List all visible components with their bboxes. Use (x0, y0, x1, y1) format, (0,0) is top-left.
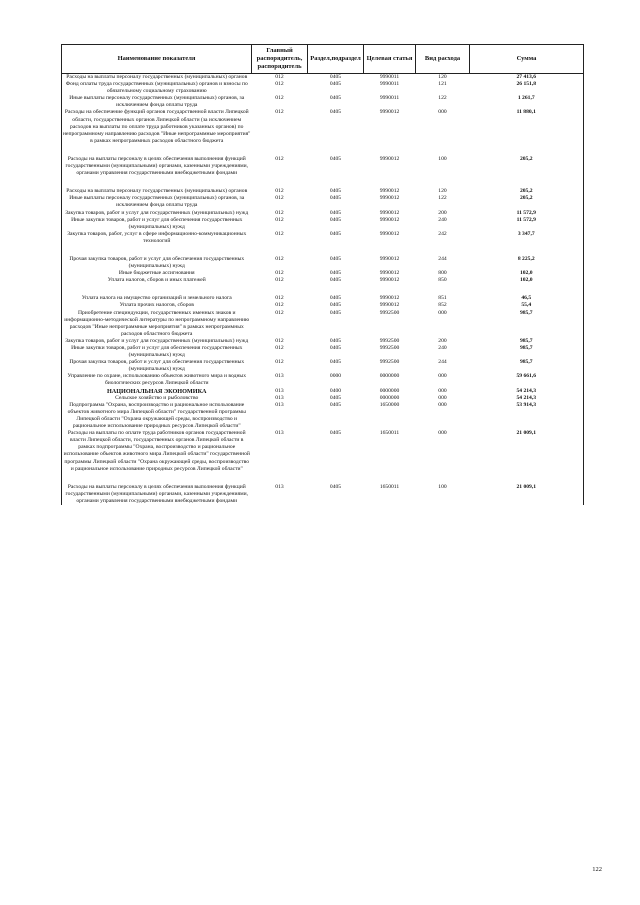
cell-section (308, 145, 364, 156)
table-body (62, 74, 584, 505)
cell-sum: 59 661,6 (470, 373, 584, 387)
cell-section: 0405 (329, 81, 342, 88)
cell-expense: 800 (438, 270, 447, 277)
cell-section (308, 177, 364, 188)
header-target: Целевая статья (364, 45, 416, 74)
cell-name: Уплата прочих налогов, сборов (62, 302, 252, 309)
cell-name: Расходы на выплаты по оплате труда работников органов государственной власти Липецкой области, государственных органов Липецкой области в рамках подпрограммы "Охрана, воспроизводство и рациональное использование объектов животного мира Липецкой области" государственной программы Липецкой области "Охрана окружающей среды, воспроизводство и рациональное использование природных ресурсов Липецкой области" (62, 430, 252, 473)
table-row (62, 388, 584, 395)
cell-expense: 200 (438, 337, 447, 344)
cell-name (62, 473, 252, 484)
cell-name: Сельское хозяйство и рыболовство (62, 395, 252, 402)
cell-name: Управление по охране, использованию объектов животного мира и водных биологических ресурсов Липецкой области (62, 373, 252, 387)
cell-admin: 012 (275, 309, 284, 316)
cell-admin: 013 (275, 387, 284, 394)
cell-section: 0405 (329, 483, 342, 490)
cell-section: 0400 (329, 387, 342, 394)
cell-sum (470, 473, 584, 484)
cell-name: Закупка товаров, работ, услуг в сфере информационно-коммуникационных технологий (62, 231, 252, 245)
cell-expense: 000 (438, 394, 447, 401)
cell-sum: 46,5 (470, 295, 584, 302)
cell-sum: 985,7 (470, 338, 584, 345)
cell-admin: 012 (275, 345, 284, 351)
cell-target: 9992500 (379, 309, 400, 316)
cell-sum: 205,2 (470, 195, 584, 209)
table-row (62, 484, 584, 505)
cell-target (364, 284, 416, 295)
cell-section: 0405 (329, 195, 342, 202)
cell-admin: 013 (275, 401, 284, 408)
cell-name: Уплата налогов, сборов и иных платежей (62, 277, 252, 284)
spacer-row (62, 284, 584, 295)
cell-name: Иные выплаты персоналу государственных (муниципальных) органов, за исключением фонда оплаты труда (62, 95, 252, 109)
cell-section: 0405 (329, 109, 342, 116)
cell-expense: 000 (438, 109, 447, 116)
table-row (62, 402, 584, 430)
cell-target: 1650011 (379, 483, 400, 490)
cell-admin: 012 (275, 295, 284, 302)
cell-target: 9992500 (379, 345, 400, 351)
cell-section: 0405 (329, 359, 342, 366)
cell-name: Уплата налога на имущество организаций и земельного налога (62, 295, 252, 302)
budget-table (61, 44, 584, 505)
header-section: Раздел,подраздел (308, 45, 364, 74)
cell-admin: 012 (275, 195, 284, 202)
cell-section (308, 284, 364, 295)
spacer-row (62, 145, 584, 156)
cell-sum: 55,4 (470, 302, 584, 309)
cell-sum: 205,2 (470, 156, 584, 177)
table-row (62, 256, 584, 270)
cell-admin: 012 (275, 302, 284, 309)
cell-admin: 012 (275, 81, 284, 88)
cell-section: 0000 (329, 373, 342, 380)
cell-name: Подпрограмма "Охрана, воспроизводство и рациональное использование объектов животного мира Липецкой области" государственной программы Липецкой области "Охрана окружающей среды, воспроизводство и рациональное использование природных ресурсов Липецкой области" (62, 402, 252, 430)
cell-admin: 012 (275, 277, 284, 284)
cell-expense: 244 (438, 359, 447, 366)
cell-target: 9990012 (379, 195, 400, 202)
cell-name: Расходы на обеспечение функций органов государственной власти Липецкой области, государственных органов Липецкой области (за исключением расходов на выплаты по оплате труда работников указанных органов) по непрограммному направлению расходов "Иные непрограммные мероприятия" в рамках непрограммных расходов областного бюджета (63, 109, 251, 144)
cell-section: 0405 (329, 401, 342, 408)
cell-target: 9992500 (379, 337, 400, 344)
table-row (62, 210, 584, 217)
table-header-row (62, 45, 584, 74)
cell-section: 0405 (329, 295, 342, 302)
cell-name: НАЦИОНАЛЬНАЯ ЭКОНОМИКА (62, 388, 252, 395)
cell-expense: 240 (438, 216, 447, 223)
cell-admin: 012 (275, 255, 284, 262)
cell-sum: 11 572,9 (470, 210, 584, 217)
cell-expense: 000 (438, 430, 447, 437)
cell-section: 0405 (329, 277, 342, 284)
cell-name: Иные выплаты персоналу государственных (муниципальных) органов, за исключением фонда оплаты труда (62, 195, 252, 209)
cell-name: Прочая закупка товаров, работ и услуг для обеспечения государственных (муниципальных) нужд (62, 256, 252, 270)
cell-sum: 27 413,6 (470, 74, 584, 82)
cell-expense: 850 (438, 277, 447, 284)
cell-target (364, 473, 416, 484)
cell-section: 0405 (329, 394, 342, 401)
cell-section (308, 473, 364, 484)
cell-expense: 121 (438, 81, 447, 88)
cell-target: 0000000 (379, 394, 400, 401)
cell-section: 0405 (329, 230, 342, 237)
cell-expense: 100 (438, 155, 447, 162)
cell-admin: 012 (275, 109, 284, 116)
cell-target: 9990012 (379, 109, 400, 116)
cell-target: 9990012 (379, 155, 400, 162)
cell-target: 9990011 (379, 74, 400, 80)
header-admin: Главный распорядитель, распорядитель (252, 45, 308, 74)
cell-sum: 985,7 (470, 359, 584, 373)
table-row (62, 195, 584, 209)
cell-section: 0405 (329, 74, 342, 80)
cell-sum: 985,7 (470, 310, 584, 338)
cell-name: Прочая закупка товаров, работ и услуг для обеспечения государственных (муниципальных) нужд (62, 359, 252, 373)
cell-expense: 200 (438, 209, 447, 216)
cell-expense: 100 (438, 483, 447, 490)
cell-sum: 8 225,2 (470, 256, 584, 270)
header-sum: Сумма (470, 45, 584, 74)
cell-sum: 53 914,3 (470, 402, 584, 430)
cell-name: Закупка товаров, работ и услуг для государственных (муниципальных) нужд (62, 210, 252, 217)
cell-admin: 012 (275, 270, 284, 277)
cell-expense (416, 473, 470, 484)
cell-target: 9990012 (379, 302, 400, 309)
cell-sum: 21 009,1 (470, 484, 584, 505)
cell-section: 0405 (329, 188, 342, 195)
table-row (62, 81, 584, 95)
cell-expense: 122 (438, 195, 447, 202)
cell-expense: 000 (438, 373, 447, 380)
cell-name: Иные закупки товаров, работ и услуг для обеспечения государственных (муниципальных) нужд (62, 217, 252, 231)
cell-target: 9992500 (379, 359, 400, 366)
cell-admin (252, 284, 308, 295)
cell-sum: 102,0 (470, 270, 584, 277)
table-row (62, 302, 584, 309)
cell-name: Расходы на выплаты персоналу в целях обеспечения выполнения функций государственными (муниципальными) органами, казенными учреждениями, органами управления государственными внебюджетными фондами (62, 156, 252, 177)
cell-section: 0405 (329, 309, 342, 316)
header-expense: Вид расхода (416, 45, 470, 74)
cell-target: 9990012 (379, 230, 400, 237)
table-row (62, 231, 584, 245)
cell-sum (470, 145, 584, 156)
cell-section: 0405 (329, 95, 342, 102)
cell-sum: 985,7 (470, 345, 584, 359)
cell-target (364, 145, 416, 156)
cell-sum: 21 009,1 (470, 430, 584, 473)
cell-admin: 012 (275, 188, 284, 195)
cell-target: 9990012 (379, 255, 400, 262)
cell-name: Расходы на выплаты персоналу государственных (муниципальных) органов (62, 188, 252, 195)
cell-sum: 205,2 (470, 188, 584, 195)
cell-target: 9990012 (379, 188, 400, 195)
cell-expense: 000 (438, 309, 447, 316)
cell-expense: 240 (438, 345, 447, 351)
cell-target: 9990011 (379, 95, 400, 102)
cell-target: 1650000 (379, 401, 400, 408)
cell-expense: 242 (438, 230, 447, 237)
cell-target: 9990011 (379, 81, 400, 88)
table-row (62, 359, 584, 373)
cell-expense: 000 (438, 387, 447, 394)
cell-admin: 012 (275, 359, 284, 366)
cell-expense (416, 177, 470, 188)
cell-admin: 013 (275, 430, 284, 437)
table-row (62, 217, 584, 231)
cell-admin (252, 177, 308, 188)
cell-admin: 012 (275, 209, 284, 216)
cell-sum: 3 347,7 (470, 231, 584, 245)
spacer-row (62, 245, 584, 256)
table-row (62, 310, 584, 338)
cell-expense (416, 245, 470, 256)
cell-name: Иные закупки товаров, работ и услуг для обеспечения государственных (муниципальных) нужд (62, 345, 252, 359)
cell-name (62, 145, 252, 156)
table-row (62, 156, 584, 177)
cell-sum (470, 284, 584, 295)
table-row (62, 430, 584, 473)
cell-name: Закупка товаров, работ и услуг для государственных (муниципальных) нужд (62, 338, 252, 345)
cell-name: Фонд оплаты труда государственных (муниципальных) органов и взносы по обязательному социальному страхованию (62, 81, 252, 95)
cell-section (308, 245, 364, 256)
cell-name: Расходы на выплаты персоналу государственных (муниципальных) органов (62, 74, 252, 82)
cell-section: 0405 (329, 345, 342, 351)
cell-sum: 1 261,7 (470, 95, 584, 109)
cell-sum (470, 245, 584, 256)
table-row (62, 373, 584, 387)
cell-section: 0405 (329, 302, 342, 309)
cell-sum (470, 177, 584, 188)
cell-expense (416, 284, 470, 295)
table-row (62, 395, 584, 402)
cell-name: Расходы на выплаты персоналу в целях обеспечения выполнения функций государственными (муниципальными) органами, казенными учреждениями, органами управления государственными внебюджетными фондами (62, 484, 252, 505)
cell-section: 0405 (329, 337, 342, 344)
table-row (62, 338, 584, 345)
cell-sum: 102,0 (470, 277, 584, 284)
page-number: 122 (592, 866, 602, 873)
cell-target: 0000000 (379, 387, 400, 394)
cell-sum: 11 572,9 (470, 217, 584, 231)
cell-admin (252, 145, 308, 156)
cell-section: 0405 (329, 255, 342, 262)
cell-sum: 54 214,3 (470, 388, 584, 395)
cell-section: 0405 (329, 216, 342, 223)
cell-sum: 54 214,3 (470, 395, 584, 402)
cell-admin (252, 245, 308, 256)
cell-expense: 244 (438, 255, 447, 262)
cell-expense: 851 (438, 295, 447, 302)
cell-target: 0000000 (379, 373, 400, 380)
table-row (62, 345, 584, 359)
cell-target: 9990012 (379, 209, 400, 216)
cell-expense (416, 145, 470, 156)
cell-target: 1650011 (379, 430, 400, 437)
cell-name (62, 177, 252, 188)
table-row (62, 277, 584, 284)
cell-name (62, 284, 252, 295)
cell-sum: 26 151,8 (470, 81, 584, 95)
header-name: Наименование показателя (62, 45, 252, 74)
cell-section: 0405 (329, 270, 342, 277)
cell-admin: 012 (275, 74, 284, 80)
cell-sum: 11 880,1 (470, 109, 584, 144)
spacer-row (62, 473, 584, 484)
cell-admin: 012 (275, 95, 284, 102)
cell-expense: 120 (438, 74, 447, 80)
cell-name: Иные бюджетные ассигнования (62, 270, 252, 277)
cell-expense: 000 (438, 401, 447, 408)
cell-admin: 012 (275, 337, 284, 344)
cell-name: Приобретение специндукции, государственных именных знаков и информационно-методической литературы по непрограммному направлению расходов "Иные непрограммные мероприятия" в рамках непрограммных расходов областного бюджета (62, 310, 252, 338)
cell-expense: 120 (438, 188, 447, 195)
cell-expense: 122 (438, 95, 447, 102)
cell-admin: 013 (275, 394, 284, 401)
cell-name (62, 245, 252, 256)
cell-expense: 852 (438, 302, 447, 309)
spacer-row (62, 177, 584, 188)
cell-admin (252, 473, 308, 484)
cell-admin: 013 (275, 483, 284, 490)
cell-target: 9990012 (379, 216, 400, 223)
cell-target: 9990012 (379, 295, 400, 302)
table-row (62, 95, 584, 109)
cell-target (364, 177, 416, 188)
cell-admin: 012 (275, 155, 284, 162)
cell-target: 9990012 (379, 277, 400, 284)
cell-admin: 013 (275, 373, 284, 380)
cell-section: 0405 (329, 155, 342, 162)
cell-admin: 012 (275, 216, 284, 223)
cell-target: 9990012 (379, 270, 400, 277)
cell-section: 0405 (329, 209, 342, 216)
cell-admin: 012 (275, 230, 284, 237)
table-row (62, 109, 584, 144)
cell-section: 0405 (329, 430, 342, 437)
cell-target (364, 245, 416, 256)
table-row (62, 74, 584, 82)
